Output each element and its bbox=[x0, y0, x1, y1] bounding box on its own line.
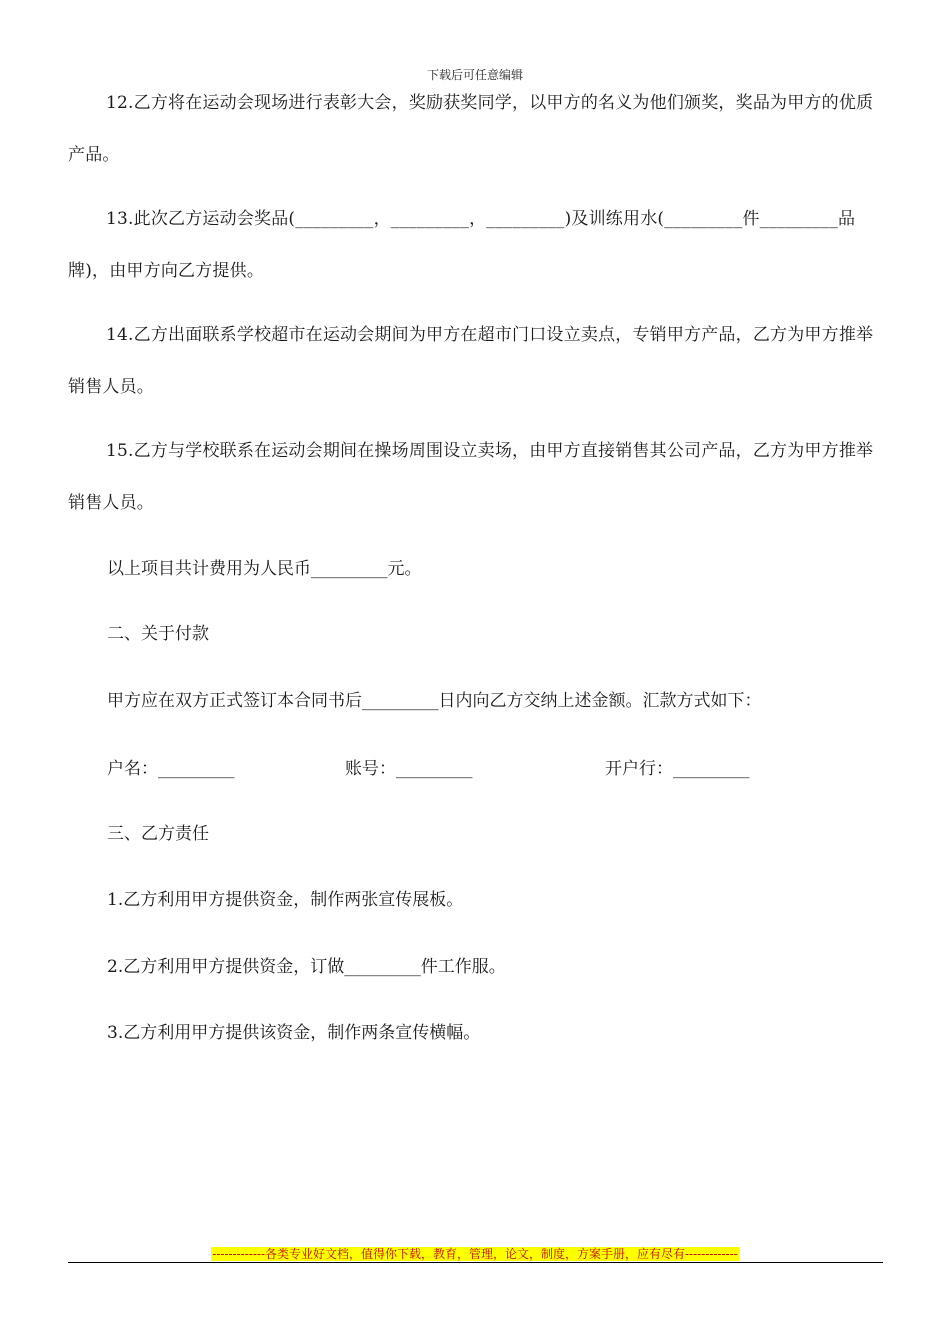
footer-banner bbox=[0, 1243, 950, 1262]
page-header-note: 下载后可任意编辑 bbox=[426, 68, 523, 82]
footer-divider bbox=[68, 1262, 883, 1263]
clause-14: 14.乙方出面联系学校超市在运动会期间为甲方在超市门口设立卖点，专销甲方产品，乙方为甲方推举销售人员。 bbox=[68, 325, 874, 397]
clause-13: 13.此次乙方运动会奖品(_________，_________，_________)及训练用水(_________件_________品牌)，由甲方向乙方提供。 bbox=[68, 209, 856, 281]
footer-banner-text: -------------各类专业好文档，值得你下载，教育，管理，论文，制度，方案手册，应有尽有------------- bbox=[212, 1247, 738, 1261]
duty-item-3: 3.乙方利用甲方提供该资金，制作两条宣传横幅。 bbox=[107, 1023, 481, 1043]
payment-section-heading: 二、关于付款 bbox=[107, 624, 209, 644]
clause-15: 15.乙方与学校联系在运动会期间在操场周围设立卖场，由甲方直接销售其公司产品，乙方为甲方推举销售人员。 bbox=[68, 441, 874, 513]
duty-item-2: 2.乙方利用甲方提供资金，订做_________件工作服。 bbox=[107, 957, 506, 977]
duty-item-1: 1.乙方利用甲方提供资金，制作两张宣传展板。 bbox=[107, 890, 464, 910]
total-fee-line: 以上项目共计费用为人民币_________元。 bbox=[107, 559, 422, 579]
clause-12: 12.乙方将在运动会现场进行表彰大会，奖励获奖同学，以甲方的名义为他们颁奖，奖品为甲方的优质产品。 bbox=[68, 93, 874, 165]
duty-section-heading: 三、乙方责任 bbox=[107, 824, 209, 844]
account-name-field: 户名：_________ bbox=[107, 759, 235, 779]
account-number-field: 账号：_________ bbox=[345, 759, 473, 779]
bank-field: 开户行：_________ bbox=[605, 759, 750, 779]
payment-terms: 甲方应在双方正式签订本合同书后_________日内向乙方交纳上述金额。汇款方式如下： bbox=[107, 691, 762, 711]
